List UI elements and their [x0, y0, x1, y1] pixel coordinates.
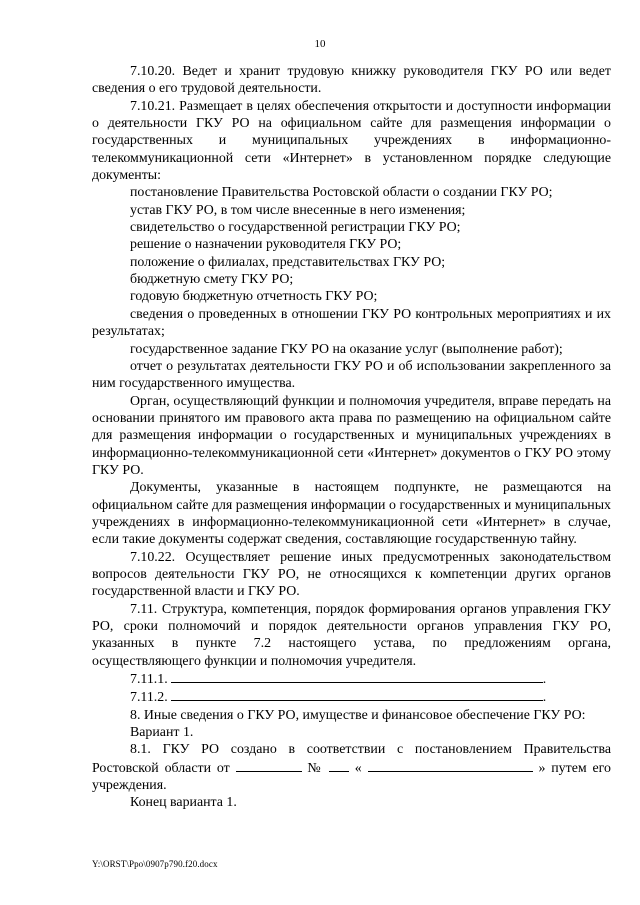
list-item: устав ГКУ РО, в том числе внесенные в него изменения; [130, 202, 466, 218]
page-number: 10 [314, 38, 326, 50]
paragraph-7-11: 7.11. Структура, компетенция, порядок формирования органов управления ГКУ РО, сроки полномочий и порядок деятельности органов управления ГКУ РО, указанных в пункте 7.2 настоящего устава, по предложениям органа, осуществляющего функции и полномочия учредителя. [92, 601, 611, 669]
paragraph-8: 8. Иные сведения о ГКУ РО, имуществе и финансовое обеспечение ГКУ РО: [130, 707, 586, 723]
paragraph-7-10-20: 7.10.20. Ведет и хранит трудовую книжку руководителя ГКУ РО или ведет сведения о его трудовой деятельности. [92, 64, 611, 97]
document-body [92, 63, 611, 812]
title-blank [368, 759, 533, 772]
paragraph-8-1-end: » путем его учреждения. [92, 760, 611, 794]
paragraph-8-1 [92, 741, 611, 794]
list-item: постановление Правительства Ростовской области о создании ГКУ РО; [130, 185, 553, 201]
fill-in-blank [171, 670, 543, 683]
list-item: сведения о проведенных в отношении ГКУ РО контрольных мероприятиях и их результатах; [92, 306, 611, 340]
list-item: государственное задание ГКУ РО на оказание услуг (выполнение работ); [130, 341, 563, 357]
paragraph-founder-rights: Орган, осуществляющий функции и полномочия учредителя, вправе передать на основании принятого им правового акта права по размещению на официальном сайте для размещения информации о государственных и муниципальных учреждениях в информационно-телекоммуникационной сети «Интернет» документов о ГКУ РО этому ГКУ РО. [92, 393, 611, 478]
end-variant-label: Конец варианта 1. [130, 795, 237, 811]
fill-in-blank [171, 688, 543, 701]
paragraph-7-10-22: 7.10.22. Осуществляет решение иных предусмотренных законодательством вопросов деятельности ГКУ РО, не относящихся к компетенции других органов государственной власти и ГКУ РО. [92, 549, 611, 600]
list-item: положение о филиалах, представительствах ГКУ РО; [130, 254, 446, 270]
list-item: решение о назначении руководителя ГКУ РО; [130, 237, 402, 253]
file-path-footer: Y:\ORST\Ppo\0907p790.f20.docx [92, 859, 218, 869]
paragraph-7-11-2 [92, 688, 611, 706]
number-blank [329, 759, 349, 772]
number-sign: № [307, 760, 324, 776]
paragraph-secret-docs: Документы, указанные в настоящем подпункте, не размещаются на официальном сайте для размещения информации о государственных и муниципальных учреждениях в информационно-телекоммуникационной сети «Интернет» в случае, если такие документы содержат сведения, составляющие государственную тайну. [92, 480, 611, 548]
list-item: бюджетную смету ГКУ РО; [130, 272, 294, 288]
open-quote: « [354, 760, 362, 776]
item-end: . [542, 690, 547, 706]
paragraph-7-10-21: 7.10.21. Размещает в целях обеспечения открытости и доступности информации о деятельности ГКУ РО на официальном сайте для размещения информации о государственных и муниципальных учреждениях в информационно-телекоммуникационной сети «Интернет» в установленном порядке следующие документы: [92, 98, 611, 184]
list-item: свидетельство о государственной регистрации ГКУ РО; [130, 220, 461, 236]
variant-label: Вариант 1. [130, 725, 194, 741]
list-item: годовую бюджетную отчетность ГКУ РО; [130, 289, 378, 305]
item-number: 7.11.1. [130, 672, 168, 688]
paragraph-8-1-text: 8.1. ГКУ РО создано в соответствии с постановлением Правительства Ростовской области от [92, 742, 611, 776]
list-item: отчет о результатах деятельности ГКУ РО и об использовании закрепленного за ним государственного имущества. [92, 358, 611, 392]
item-end: . [542, 672, 547, 688]
item-number: 7.11.2. [130, 690, 168, 706]
date-blank [236, 759, 302, 772]
paragraph-7-11-1 [92, 670, 611, 688]
